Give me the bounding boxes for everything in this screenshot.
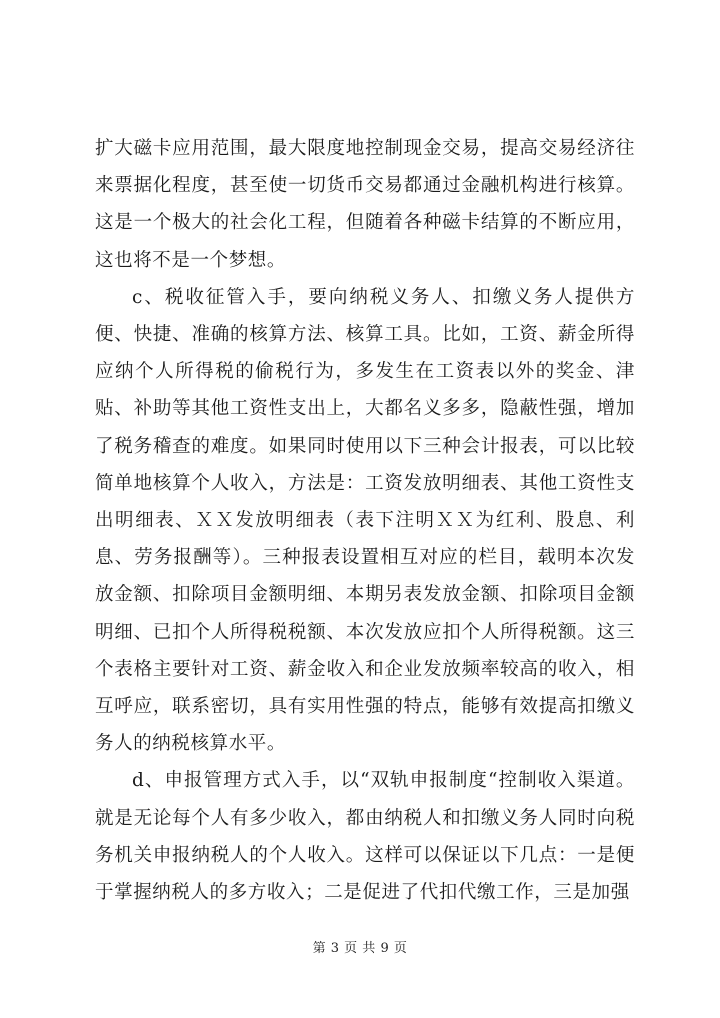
document-body [95,130,635,911]
page-footer: 第 3 页 共 9 页 [312,941,408,956]
paragraph-1: 扩大磁卡应用范围，最大限度地控制现金交易，提高交易经济往来票据化程度，甚至使一切货币交易都通过金融机构进行核算。这是一个极大的社会化工程，但随着各种磁卡结算的不断应用，这也将不是一个梦想。 [95,138,635,271]
paragraph-3: d、申报管理方式入手，以“双轨申报制度“控制收入渠道。就是无论每个人有多少收入，都由纳税人和扣缴义务人同时向税务机关申报纳税人的个人收入。这样可以保证以下几点：一是便于掌握纳税人的多方收入；二是促进了代扣代缴工作，三是加强 [95,770,635,904]
paragraph-2: c、税收征管入手，要向纳税义务人、扣缴义务人提供方便、快捷、准确的核算方法、核算工具。比如，工资、薪金所得应纳个人所得税的偷税行为，多发生在工资表以外的奖金、津贴、补助等其他工资性支出上，大都名义多多，隐蔽性强，增加了税务稽查的难度。如果同时使用以下三种会计报表，可以比较简单地核算个人收入，方法是：工资发放明细表、其他工资性支出明细表、ＸＸ发放明细表（表下注明ＸＸ为红利、股息、利息、劳务报酬等）。三种报表设置相互对应的栏目，载明本次发放金额、扣除项目金额明细、本期另表发放金额、扣除项目金额明细、已扣个人所得税税额、本次发放应扣个人所得税额。这三个表格主要针对工资、薪金收入和企业发放频率较高的收入，相互呼应，联系密切，具有实用性强的特点，能够有效提高扣缴义务人的纳税核算水平。 [95,286,635,755]
